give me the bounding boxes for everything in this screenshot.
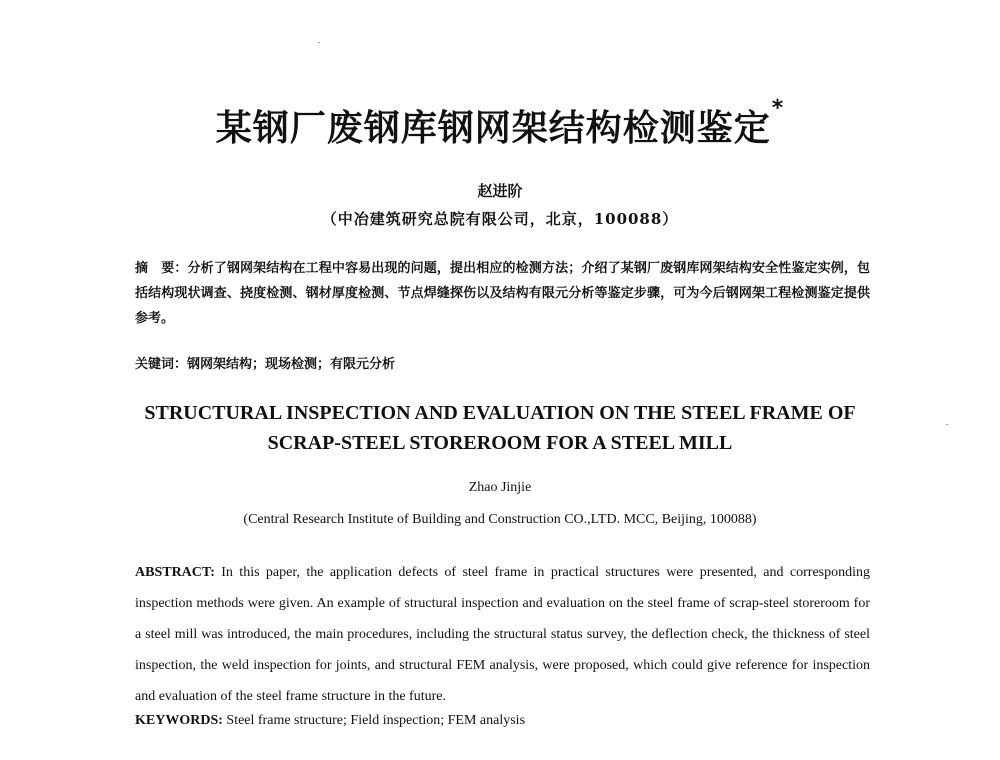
english-abstract-text: In this paper, the application defects of steel frame in practical structures were presented, and corresponding inspection methods were given. An example of structural inspection and evaluation on the steel frame of scrap-steel storeroom for a steel mill was introduced, the main procedures, including the structural status survey, the deflection check, the thickness of steel inspection, the weld inspection for joints, and structural FEM analysis, were proposed, which could give reference for inspection and evaluation of the steel frame structure in the future. [135, 565, 870, 704]
scan-speck [318, 42, 320, 43]
english-title [100, 398, 900, 458]
chinese-affiliation: （中冶建筑研究总院有限公司，北京，100088） [321, 210, 679, 228]
english-affiliation: (Central Research Institute of Building and Construction CO.,LTD. MCC, Beijing, 100088) [243, 512, 757, 527]
chinese-title-text: 某钢厂废钢库钢网架结构检测鉴定 [215, 108, 771, 149]
chinese-title [0, 96, 1000, 151]
scan-speck [946, 424, 948, 425]
title-footnote-mark: * [771, 96, 785, 121]
english-keywords-text: Steel frame structure; Field inspection; FEM analysis [226, 713, 526, 728]
chinese-abstract [135, 256, 870, 331]
english-abstract-label: ABSTRACT: [135, 565, 215, 580]
english-title-line-1: STRUCTURAL INSPECTION AND EVALUATION ON THE STEEL FRAME OF [144, 402, 856, 424]
chinese-keywords [135, 353, 870, 372]
chinese-author: 赵进阶 [477, 182, 523, 200]
english-title-line-2: SCRAP-STEEL STOREROOM FOR A STEEL MILL [267, 432, 733, 454]
english-abstract [135, 557, 870, 712]
english-author: Zhao Jinjie [468, 480, 532, 495]
english-keywords-label: KEYWORDS: [135, 713, 223, 728]
chinese-keywords-text: 钢网架结构；现场检测；有限元分析 [187, 357, 396, 372]
english-keywords [135, 713, 870, 729]
chinese-abstract-text: 分析了钢网架结构在工程中容易出现的问题，提出相应的检测方法；介绍了某钢厂废钢库网架结构安全性鉴定实例，包括结构现状调查、挠度检测、钢材厚度检测、节点焊缝探伤以及结构有限元分析等鉴定步骤，可为今后钢网架工程检测鉴定提供参考。 [135, 261, 870, 326]
chinese-abstract-label: 摘 要： [135, 261, 188, 276]
chinese-keywords-label: 关键词： [135, 357, 188, 372]
